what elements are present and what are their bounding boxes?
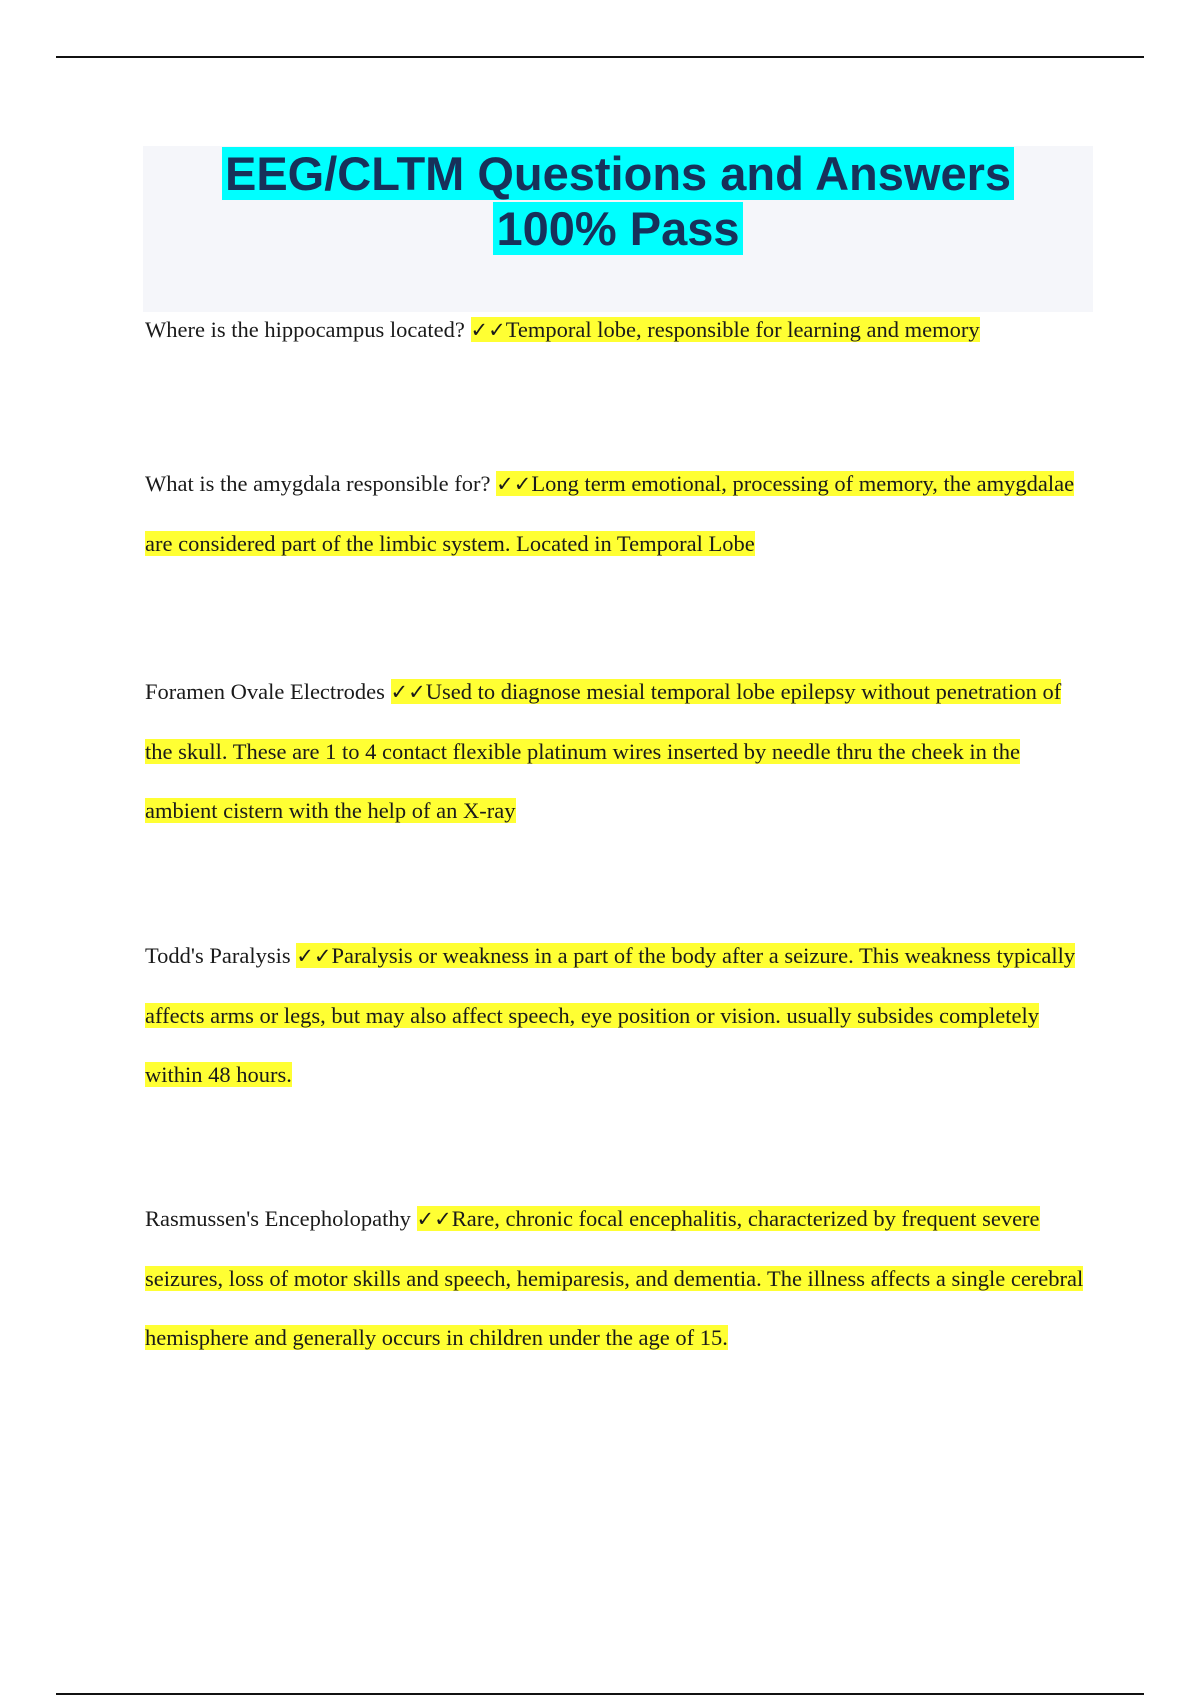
answer-text: Temporal lobe, responsible for learning and memory: [505, 317, 980, 342]
qa-item: [145, 662, 1085, 840]
title-line-1: EEG/CLTM Questions and Answers: [222, 147, 1014, 200]
question-text: Where is the hippocampus located?: [145, 317, 465, 342]
question-text: Todd's Paralysis: [145, 943, 291, 968]
answer-text: Rare, chronic focal encephalitis, characterized by frequent severe seizures, loss of motor skills and speech, hemiparesis, and dementia. The illness affects a single cerebral hemisphere and generally occurs in children under the age of 15.: [145, 1206, 1084, 1350]
answer-text: Long term emotional, processing of memory, the amygdalae are considered part of the limbic system. Located in Temporal Lobe: [145, 471, 1075, 556]
title-block: [143, 146, 1093, 312]
answer-highlight: [471, 317, 980, 342]
qa-item: [145, 1189, 1085, 1367]
document-title: [143, 146, 1093, 256]
top-rule: [56, 56, 1144, 58]
question-text: What is the amygdala responsible for?: [145, 471, 491, 496]
title-line-2: 100% Pass: [493, 202, 742, 255]
qa-item: [145, 926, 1085, 1104]
double-check-icon: ✓✓: [416, 1207, 452, 1231]
answer-text: Paralysis or weakness in a part of the body after a seizure. This weakness typically affects arms or legs, but may also affect speech, eye position or vision. usually subsides completely within 48 hours.: [145, 943, 1076, 1087]
bottom-rule: [56, 1693, 1144, 1695]
double-check-icon: ✓✓: [470, 318, 506, 342]
double-check-icon: ✓✓: [390, 680, 426, 704]
double-check-icon: ✓✓: [296, 944, 332, 968]
qa-item: [145, 300, 1085, 360]
question-text: Foramen Ovale Electrodes: [145, 679, 385, 704]
double-check-icon: ✓✓: [496, 472, 532, 496]
qa-item: [145, 454, 1085, 573]
question-text: Rasmussen's Encepholopathy: [145, 1206, 411, 1231]
answer-text: Used to diagnose mesial temporal lobe epilepsy without penetration of the skull. These are 1 to 4 contact flexible platinum wires inserted by needle thru the cheek in the ambient cistern with the help of an X-ray: [145, 679, 1062, 823]
